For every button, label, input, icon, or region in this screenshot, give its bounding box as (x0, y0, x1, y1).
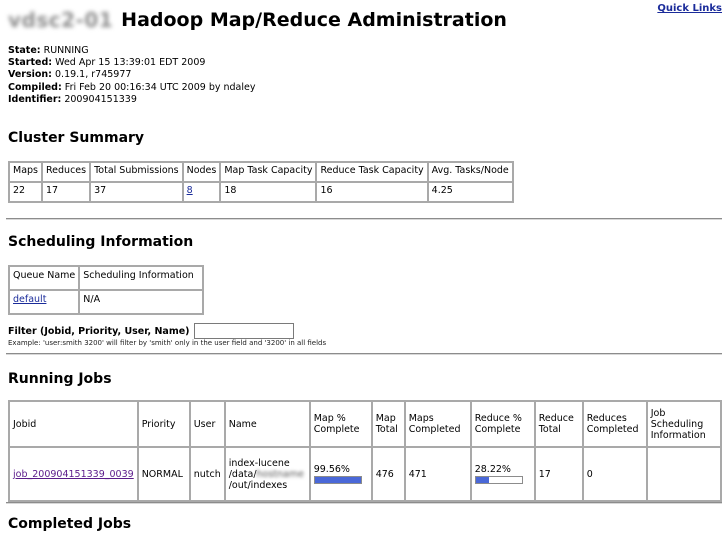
col-scheduling-information: Scheduling Information (79, 266, 203, 290)
queue-info-value: N/A (79, 290, 203, 314)
col-maps-completed (405, 401, 471, 447)
queue-default-link[interactable]: default (13, 294, 47, 305)
col-user: User (190, 401, 225, 447)
maps-value: 22 (9, 182, 42, 202)
running-jobs-heading: Running Jobs (8, 371, 112, 387)
filter-row (8, 323, 294, 339)
identifier-row (8, 94, 255, 106)
col-maps: Maps (9, 162, 42, 182)
host-name: vdsc2-01 (8, 8, 114, 32)
compiled-label: Compiled: (8, 81, 62, 93)
col-reduces-completed-line2: Completed (586, 424, 639, 435)
col-reduce-total-line2: Total (538, 424, 561, 435)
map-pct-value: 99.56% (313, 464, 350, 475)
identifier-label: Identifier: (8, 93, 62, 105)
started-row (8, 57, 255, 69)
nodes-cell (183, 182, 221, 202)
table-row (9, 447, 721, 501)
filter-example: Example: 'user:smith 3200' will filter by 'smith' only in the user field and '3200' in all fields (8, 339, 327, 347)
divider (6, 218, 722, 220)
reduce-progress-bar (475, 476, 523, 484)
col-maps-completed-line2: Completed (408, 424, 461, 435)
identifier-value: 200904151339 (64, 93, 137, 105)
col-map-task-capacity: Map Task Capacity (220, 162, 316, 182)
job-name-line3: /out/indexes (228, 479, 288, 491)
col-reduce-total (535, 401, 583, 447)
reduce-total-value: 17 (535, 447, 583, 501)
col-map-pct (310, 401, 372, 447)
compiled-value: Fri Feb 20 00:16:34 UTC 2009 by ndaley (64, 81, 256, 93)
col-job-sched-line2: Scheduling (650, 418, 704, 430)
map-progress-fill (315, 477, 361, 483)
quick-links-link[interactable]: Quick Links (657, 3, 722, 14)
filter-label: Filter (Jobid, Priority, User, Name) (8, 325, 190, 337)
reduce-pct-value: 28.22% (474, 464, 511, 475)
reduce-progress-fill (476, 477, 489, 483)
col-job-sched-line3: Information (650, 429, 706, 441)
col-reduce-task-capacity: Reduce Task Capacity (316, 162, 427, 182)
table-header-row (9, 162, 513, 182)
completed-jobs-heading: Completed Jobs (8, 516, 132, 532)
col-reduce-pct-line2: Complete (474, 424, 521, 435)
col-reduces: Reduces (42, 162, 90, 182)
jobid-link[interactable]: job_200904151339_0039 (13, 468, 134, 480)
col-map-total-line2: Total (375, 424, 398, 435)
col-map-pct-line2: Complete (313, 424, 360, 435)
table-row (9, 290, 203, 314)
nodes-link[interactable]: 8 (186, 185, 193, 196)
table-header-row (9, 266, 203, 290)
state-row (8, 45, 255, 57)
col-total-submissions: Total Submissions (90, 162, 183, 182)
state-label: State: (8, 45, 41, 56)
user-value: nutch (190, 447, 225, 501)
col-queue-name: Queue Name (9, 266, 79, 290)
col-reduce-pct-line1: Reduce % (474, 413, 522, 424)
col-jobid: Jobid (9, 401, 138, 447)
col-map-total (372, 401, 405, 447)
col-reduce-total-line1: Reduce (538, 413, 574, 424)
divider (6, 502, 722, 504)
job-sched-info-value (647, 447, 721, 501)
job-name-line1: index-lucene (228, 457, 290, 469)
priority-value: NORMAL (138, 447, 190, 501)
map-total-value: 476 (372, 447, 405, 501)
state-value: RUNNING (43, 45, 89, 56)
jobtracker-info (8, 45, 255, 106)
job-name-cell (225, 447, 310, 501)
divider (6, 353, 722, 355)
reduces-completed-value: 0 (583, 447, 647, 501)
col-map-pct-line1: Map % (313, 413, 346, 424)
col-nodes: Nodes (183, 162, 221, 182)
cluster-summary-heading: Cluster Summary (8, 130, 145, 146)
scheduling-heading: Scheduling Information (8, 234, 194, 250)
table-header-row (9, 401, 721, 447)
col-maps-completed-line1: Maps (408, 413, 434, 424)
col-reduces-completed-line1: Reduces (586, 413, 627, 424)
version-value: 0.19.1, r745977 (55, 69, 132, 81)
version-label: Version: (8, 69, 52, 81)
map-pct-cell (310, 447, 372, 501)
page-title: Hadoop Map/Reduce Administration (121, 9, 507, 31)
job-name-line2-redacted: hostname (256, 468, 304, 480)
total-submissions-value: 37 (90, 182, 183, 202)
col-priority: Priority (138, 401, 190, 447)
col-reduce-pct (471, 401, 535, 447)
page-header (8, 6, 507, 34)
version-row (8, 69, 255, 81)
started-value: Wed Apr 15 13:39:01 EDT 2009 (55, 57, 206, 69)
col-map-total-line1: Map (375, 413, 396, 424)
maps-completed-value: 471 (405, 447, 471, 501)
job-name-line2-prefix: /data/ (228, 468, 257, 480)
col-reduces-completed (583, 401, 647, 447)
table-row (9, 182, 513, 202)
filter-input[interactable] (194, 323, 294, 339)
compiled-row (8, 82, 255, 94)
scheduling-table (8, 265, 204, 315)
reduces-value: 17 (42, 182, 90, 202)
queue-cell (9, 290, 79, 314)
col-job-scheduling-information (647, 401, 721, 447)
col-name: Name (225, 401, 310, 447)
reduce-pct-cell (471, 447, 535, 501)
map-task-capacity-value: 18 (220, 182, 316, 202)
reduce-task-capacity-value: 16 (316, 182, 427, 202)
started-label: Started: (8, 57, 53, 69)
map-progress-bar (314, 476, 362, 484)
col-job-sched-line1: Job (650, 407, 666, 419)
col-avg-tasks-node: Avg. Tasks/Node (428, 162, 513, 182)
job-name-line2 (229, 469, 306, 480)
avg-tasks-node-value: 4.25 (428, 182, 513, 202)
running-jobs-table (8, 400, 722, 502)
cluster-summary-table (8, 161, 514, 203)
jobid-cell (9, 447, 138, 501)
